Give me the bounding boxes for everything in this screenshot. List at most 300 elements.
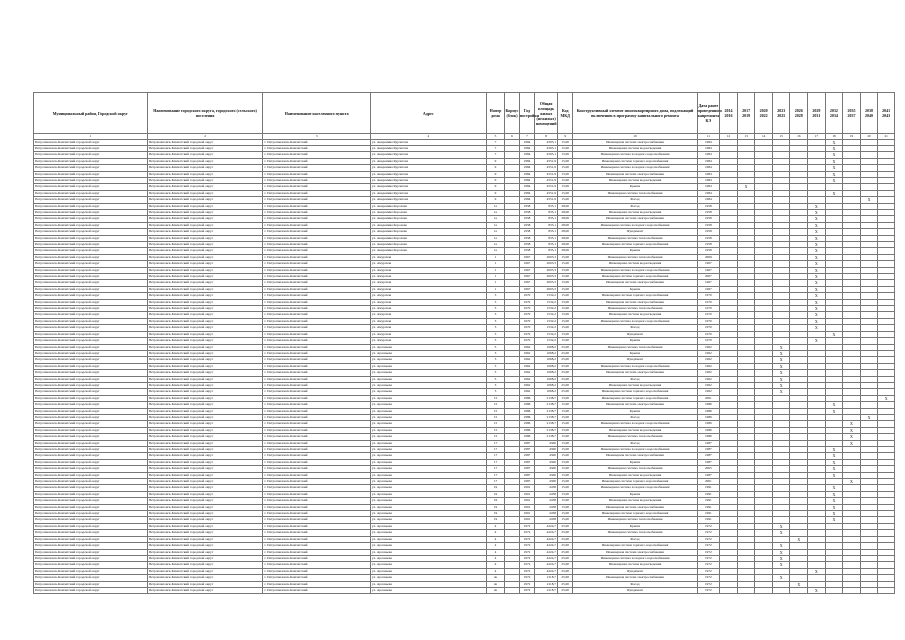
build-year-cell: 1962 bbox=[519, 382, 535, 388]
district-cell: Петропавловск-Камчатский городской округ bbox=[34, 139, 148, 145]
area-cell: 1532,2 bbox=[535, 318, 558, 324]
mkd-code-cell: 15,00 bbox=[557, 312, 573, 318]
mkd-code-cell: 15,00 bbox=[557, 331, 573, 337]
address-cell: ул. Арсеньева bbox=[370, 536, 486, 542]
house-number-cell: 19 bbox=[486, 504, 505, 510]
structural-element-cell: Фундамент bbox=[573, 229, 697, 235]
last-repair-date-cell: 1991 bbox=[697, 491, 720, 497]
house-number-cell: 9 bbox=[486, 158, 505, 164]
period-mark: X bbox=[825, 158, 843, 164]
mkd-code-cell: 15,00 bbox=[557, 511, 573, 517]
structural-element-cell: Фасад bbox=[573, 414, 697, 420]
address-cell: ул. Академика Королева bbox=[370, 235, 486, 241]
district-cell: Петропавловск-Камчатский городской округ bbox=[34, 491, 148, 497]
locality-cell: г. Петропавловск-Камчатский bbox=[263, 267, 370, 273]
address-cell: ул. Арсеньева bbox=[370, 549, 486, 555]
build-year-cell: 1984 bbox=[519, 171, 535, 177]
district-cell: Петропавловск-Камчатский городской округ bbox=[34, 555, 148, 561]
settlement-cell: Петропавловск-Камчатский городской округ bbox=[147, 491, 263, 497]
structural-element-cell: Крыша bbox=[573, 491, 697, 497]
build-year-cell: 1958 bbox=[519, 222, 535, 228]
settlement-cell: Петропавловск-Камчатский городской округ bbox=[147, 395, 263, 401]
locality-cell: г. Петропавловск-Камчатский bbox=[263, 152, 370, 158]
house-number-cell: 4а bbox=[486, 575, 505, 581]
build-year-cell: 1991 bbox=[519, 517, 535, 523]
build-year-cell: 1972 bbox=[519, 581, 535, 587]
address-cell: ул. Академика Королева bbox=[370, 248, 486, 254]
address-cell: ул. Академика Курчатова bbox=[370, 190, 486, 196]
last-repair-date-cell: 1972 bbox=[697, 549, 720, 555]
period-mark: X bbox=[772, 555, 790, 561]
locality-cell: г. Петропавловск-Камчатский bbox=[263, 587, 370, 593]
settlement-cell: Петропавловск-Камчатский городской округ bbox=[147, 242, 263, 248]
period-mark: X bbox=[825, 402, 843, 408]
structural-element-cell: Инженерная система горячего водоснабжения bbox=[573, 511, 697, 517]
address-cell: ул. Арсеньева bbox=[370, 581, 486, 587]
district-cell: Петропавловск-Камчатский городской округ bbox=[34, 562, 148, 568]
mkd-code-cell: 15,00 bbox=[557, 177, 573, 183]
column-number: 15 bbox=[772, 134, 790, 140]
area-cell: 4551,9 bbox=[535, 197, 558, 203]
build-year-cell: 1967 bbox=[519, 286, 535, 292]
area-cell: 4551,9 bbox=[535, 158, 558, 164]
settlement-cell: Петропавловск-Камчатский городской округ bbox=[147, 402, 263, 408]
address-cell: ул. Арсеньева bbox=[370, 530, 486, 536]
settlement-cell: Петропавловск-Камчатский городской округ bbox=[147, 338, 263, 344]
last-repair-date-cell: 1962 bbox=[697, 350, 720, 356]
column-number: 8 bbox=[535, 134, 558, 140]
mkd-code-cell: 15,00 bbox=[557, 274, 573, 280]
period-mark: X bbox=[808, 216, 826, 222]
house-number-cell: 4 bbox=[486, 555, 505, 561]
district-cell: Петропавловск-Камчатский городской округ bbox=[34, 466, 148, 472]
district-cell: Петропавловск-Камчатский городской округ bbox=[34, 229, 148, 235]
column-number: 10 bbox=[573, 134, 697, 140]
locality-cell: г. Петропавловск-Камчатский bbox=[263, 421, 370, 427]
build-year-cell: 1972 bbox=[519, 530, 535, 536]
mkd-code-cell: 25,00 bbox=[557, 536, 573, 542]
column-number: 19 bbox=[843, 134, 861, 140]
address-cell: ул. Амурская bbox=[370, 325, 486, 331]
last-repair-date-cell: 1970 bbox=[697, 312, 720, 318]
last-repair-date-cell: 1962 bbox=[697, 382, 720, 388]
column-header: 2014 2016 bbox=[720, 93, 738, 134]
period-cell bbox=[843, 587, 861, 593]
locality-cell: г. Петропавловск-Камчатский bbox=[263, 479, 370, 485]
address-cell: ул. Арсеньева bbox=[370, 357, 486, 363]
period-mark: X bbox=[808, 248, 826, 254]
period-mark: X bbox=[825, 453, 843, 459]
settlement-cell: Петропавловск-Камчатский городской округ bbox=[147, 466, 263, 472]
locality-cell: г. Петропавловск-Камчатский bbox=[263, 485, 370, 491]
mkd-code-cell: 28,00 bbox=[557, 248, 573, 254]
structural-element-cell: Инженерная система водоотведения bbox=[573, 177, 697, 183]
settlement-cell: Петропавловск-Камчатский городской округ bbox=[147, 293, 263, 299]
structural-element-cell: Крыша bbox=[573, 248, 697, 254]
address-cell: ул. Арсеньева bbox=[370, 491, 486, 497]
district-cell: Петропавловск-Камчатский городской округ bbox=[34, 447, 148, 453]
mkd-code-cell: 15,00 bbox=[557, 261, 573, 267]
area-cell: 4300 bbox=[535, 447, 558, 453]
mkd-code-cell: 15,00 bbox=[557, 498, 573, 504]
mkd-code-cell: 15,00 bbox=[557, 408, 573, 414]
structural-element-cell: Инженерная система водоотведения bbox=[573, 498, 697, 504]
house-number-cell: 9 bbox=[486, 177, 505, 183]
address-cell: ул. Арсеньева bbox=[370, 389, 486, 395]
structural-element-cell: Фасад bbox=[573, 203, 697, 209]
district-cell: Петропавловск-Камчатский городской округ bbox=[34, 581, 148, 587]
mkd-code-cell: 25,00 bbox=[557, 350, 573, 356]
mkd-code-cell: 15,00 bbox=[557, 325, 573, 331]
address-cell: ул. Арсеньева bbox=[370, 466, 486, 472]
settlement-cell: Петропавловск-Камчатский городской округ bbox=[147, 389, 263, 395]
mkd-code-cell: 15,00 bbox=[557, 472, 573, 478]
period-mark: X bbox=[808, 293, 826, 299]
house-number-cell: 3 bbox=[486, 389, 505, 395]
period-mark: X bbox=[825, 504, 843, 510]
build-year-cell: 1991 bbox=[519, 485, 535, 491]
period-mark: X bbox=[808, 312, 826, 318]
settlement-cell: Петропавловск-Камчатский городской округ bbox=[147, 286, 263, 292]
address-cell: ул. Амурская bbox=[370, 261, 486, 267]
mkd-code-cell: 25,00 bbox=[557, 370, 573, 376]
district-cell: Петропавловск-Камчатский городской округ bbox=[34, 318, 148, 324]
structural-element-cell: Инженерная система электроснабжения bbox=[573, 216, 697, 222]
last-repair-date-cell: 2001 bbox=[697, 479, 720, 485]
build-year-cell: 1967 bbox=[519, 274, 535, 280]
district-cell: Петропавловск-Камчатский городской округ bbox=[34, 248, 148, 254]
locality-cell: г. Петропавловск-Камчатский bbox=[263, 382, 370, 388]
locality-cell: г. Петропавловск-Камчатский bbox=[263, 575, 370, 581]
address-cell: ул. Арсеньева bbox=[370, 408, 486, 414]
mkd-code-cell: 15,00 bbox=[557, 280, 573, 286]
column-header: 2029 2031 bbox=[808, 93, 826, 134]
mkd-code-cell: 25,00 bbox=[557, 382, 573, 388]
build-year-cell: 1972 bbox=[519, 536, 535, 542]
locality-cell: г. Петропавловск-Камчатский bbox=[263, 235, 370, 241]
locality-cell: г. Петропавловск-Камчатский bbox=[263, 318, 370, 324]
structural-element-cell: Фундамент bbox=[573, 331, 697, 337]
mkd-code-cell: 28,00 bbox=[557, 216, 573, 222]
structural-element-cell: Инженерная система горячего водоснабжения bbox=[573, 389, 697, 395]
area-cell: 4224,7 bbox=[535, 562, 558, 568]
last-repair-date-cell: 1972 bbox=[697, 575, 720, 581]
house-number-cell: 9 bbox=[486, 197, 505, 203]
district-cell: Петропавловск-Камчатский городской округ bbox=[34, 312, 148, 318]
address-cell: ул. Амурская bbox=[370, 306, 486, 312]
area-cell: 4224,7 bbox=[535, 536, 558, 542]
settlement-cell: Петропавловск-Камчатский городской округ bbox=[147, 229, 263, 235]
settlement-cell: Петропавловск-Камчатский городской округ bbox=[147, 171, 263, 177]
address-cell: ул. Арсеньева bbox=[370, 344, 486, 350]
locality-cell: г. Петропавловск-Камчатский bbox=[263, 395, 370, 401]
period-mark: X bbox=[825, 511, 843, 517]
period-mark: X bbox=[808, 267, 826, 273]
district-cell: Петропавловск-Камчатский городской округ bbox=[34, 235, 148, 241]
column-number: 13 bbox=[737, 134, 755, 140]
address-cell: ул. Академика Курчатова bbox=[370, 171, 486, 177]
locality-cell: г. Петропавловск-Камчатский bbox=[263, 139, 370, 145]
structural-element-cell: Инженерная система теплоснабжения bbox=[573, 434, 697, 440]
period-mark: X bbox=[808, 299, 826, 305]
address-cell: ул. Академика Королева bbox=[370, 222, 486, 228]
mkd-code-cell: 25,00 bbox=[557, 363, 573, 369]
house-number-cell: 17 bbox=[486, 479, 505, 485]
address-cell: ул. Амурская bbox=[370, 338, 486, 344]
house-number-cell: 1а bbox=[486, 209, 505, 215]
address-cell: ул. Амурская bbox=[370, 299, 486, 305]
district-cell: Петропавловск-Камчатский городской округ bbox=[34, 459, 148, 465]
build-year-cell: 1970 bbox=[519, 306, 535, 312]
structural-element-cell: Инженерная система холодного водоснабжения bbox=[573, 165, 697, 171]
settlement-cell: Петропавловск-Камчатский городской округ bbox=[147, 530, 263, 536]
column-number: 20 bbox=[860, 134, 878, 140]
column-header: Номер дома bbox=[486, 93, 505, 134]
settlement-cell: Петропавловск-Камчатский городской округ bbox=[147, 197, 263, 203]
build-year-cell: 1991 bbox=[519, 498, 535, 504]
settlement-cell: Петропавловск-Камчатский городской округ bbox=[147, 363, 263, 369]
house-number-cell: 19 bbox=[486, 485, 505, 491]
last-repair-date-cell: 1958 bbox=[697, 203, 720, 209]
locality-cell: г. Петропавловск-Камчатский bbox=[263, 184, 370, 190]
period-mark: X bbox=[825, 152, 843, 158]
district-cell: Петропавловск-Камчатский городской округ bbox=[34, 165, 148, 171]
area-cell: 2138,7 bbox=[535, 421, 558, 427]
locality-cell: г. Петропавловск-Камчатский bbox=[263, 491, 370, 497]
mkd-code-cell: 25,00 bbox=[557, 389, 573, 395]
build-year-cell: 1986 bbox=[519, 414, 535, 420]
build-year-cell: 1958 bbox=[519, 242, 535, 248]
area-cell: 2003,3 bbox=[535, 274, 558, 280]
settlement-cell: Петропавловск-Камчатский городской округ bbox=[147, 523, 263, 529]
structural-element-cell: Инженерная система электроснабжения bbox=[573, 402, 697, 408]
build-year-cell: 1987 bbox=[519, 440, 535, 446]
last-repair-date-cell: 2005 bbox=[697, 466, 720, 472]
build-year-cell: 1970 bbox=[519, 318, 535, 324]
settlement-cell: Петропавловск-Камчатский городской округ bbox=[147, 421, 263, 427]
area-cell: 1532,2 bbox=[535, 331, 558, 337]
district-cell: Петропавловск-Камчатский городской округ bbox=[34, 184, 148, 190]
last-repair-date-cell: 1962 bbox=[697, 389, 720, 395]
mkd-code-cell: 15,00 bbox=[557, 158, 573, 164]
house-number-cell: 4 bbox=[486, 549, 505, 555]
last-repair-date-cell: 1972 bbox=[697, 562, 720, 568]
period-cell bbox=[825, 587, 843, 593]
column-header: Адрес bbox=[370, 93, 486, 134]
structural-element-cell: Инженерная система теплоснабжения bbox=[573, 466, 697, 472]
build-year-cell: 1991 bbox=[519, 511, 535, 517]
period-mark: X bbox=[808, 222, 826, 228]
build-year-cell: 1967 bbox=[519, 267, 535, 273]
last-repair-date-cell: 2009 bbox=[697, 254, 720, 260]
locality-cell: г. Петропавловск-Камчатский bbox=[263, 389, 370, 395]
house-number-cell: 1а bbox=[486, 203, 505, 209]
house-number-cell: 1 bbox=[486, 254, 505, 260]
structural-element-cell: Фасад bbox=[573, 376, 697, 382]
settlement-cell: Петропавловск-Камчатский городской округ bbox=[147, 344, 263, 350]
period-cell bbox=[737, 587, 755, 593]
structural-element-cell: Фасад bbox=[573, 581, 697, 587]
settlement-cell: Петропавловск-Камчатский городской округ bbox=[147, 568, 263, 574]
period-mark: X bbox=[772, 543, 790, 549]
structural-element-cell: Крыша bbox=[573, 408, 697, 414]
period-mark: X bbox=[808, 318, 826, 324]
structural-element-cell: Инженерная система холодного водоснабжения bbox=[573, 421, 697, 427]
address-cell: ул. Арсеньева bbox=[370, 562, 486, 568]
structural-element-cell: Фундамент bbox=[573, 357, 697, 363]
period-mark: X bbox=[878, 395, 895, 401]
area-cell: 2118,7 bbox=[535, 587, 558, 593]
address-cell: ул. Арсеньева bbox=[370, 543, 486, 549]
address-cell: ул. Амурская bbox=[370, 280, 486, 286]
mkd-code-cell: 25,00 bbox=[557, 562, 573, 568]
column-header: 2026 2028 bbox=[790, 93, 808, 134]
district-cell: Петропавловск-Камчатский городской округ bbox=[34, 370, 148, 376]
settlement-cell: Петропавловск-Камчатский городской округ bbox=[147, 216, 263, 222]
locality-cell: г. Петропавловск-Камчатский bbox=[263, 459, 370, 465]
district-cell: Петропавловск-Камчатский городской округ bbox=[34, 338, 148, 344]
locality-cell: г. Петропавловск-Камчатский bbox=[263, 286, 370, 292]
address-cell: ул. Арсеньева bbox=[370, 427, 486, 433]
repair-schedule-table bbox=[33, 92, 895, 594]
settlement-cell: Петропавловск-Камчатский городской округ bbox=[147, 447, 263, 453]
district-cell: Петропавловск-Камчатский городской округ bbox=[34, 177, 148, 183]
structural-element-cell: Инженерная система холодного водоснабжения bbox=[573, 485, 697, 491]
address-cell: ул. Арсеньева bbox=[370, 459, 486, 465]
area-cell: 4300 bbox=[535, 466, 558, 472]
area-cell: 835,1 bbox=[535, 222, 558, 228]
last-repair-date-cell: 1970 bbox=[697, 293, 720, 299]
last-repair-date-cell: 1984 bbox=[697, 165, 720, 171]
district-cell: Петропавловск-Камчатский городской округ bbox=[34, 299, 148, 305]
area-cell: 4551,9 bbox=[535, 184, 558, 190]
district-cell: Петропавловск-Камчатский городской округ bbox=[34, 344, 148, 350]
last-repair-date-cell: 1987 bbox=[697, 447, 720, 453]
last-repair-date-cell: 1958 bbox=[697, 209, 720, 215]
locality-cell: г. Петропавловск-Камчатский bbox=[263, 549, 370, 555]
district-cell: Петропавловск-Камчатский городской округ bbox=[34, 479, 148, 485]
build-year-cell: 1984 bbox=[519, 139, 535, 145]
settlement-cell: Петропавловск-Камчатский городской округ bbox=[147, 575, 263, 581]
last-repair-date-cell: 1958 bbox=[697, 248, 720, 254]
structural-element-cell: Инженерная система холодного водоснабжения bbox=[573, 222, 697, 228]
build-year-cell: 1967 bbox=[519, 254, 535, 260]
locality-cell: г. Петропавловск-Камчатский bbox=[263, 254, 370, 260]
settlement-cell: Петропавловск-Камчатский городской округ bbox=[147, 152, 263, 158]
last-repair-date-cell: 1970 bbox=[697, 338, 720, 344]
district-cell: Петропавловск-Камчатский городской округ bbox=[34, 543, 148, 549]
settlement-cell: Петропавловск-Камчатский городской округ bbox=[147, 562, 263, 568]
mkd-code-cell: 25,00 bbox=[557, 568, 573, 574]
last-repair-date-cell: 1970 bbox=[697, 318, 720, 324]
district-cell: Петропавловск-Камчатский городской округ bbox=[34, 472, 148, 478]
locality-cell: г. Петропавловск-Камчатский bbox=[263, 504, 370, 510]
build-year-cell: 1986 bbox=[519, 421, 535, 427]
period-mark: X bbox=[825, 145, 843, 151]
area-cell: 2138,7 bbox=[535, 414, 558, 420]
build-year-cell: 1962 bbox=[519, 370, 535, 376]
structural-element-cell: Инженерная система водоотведения bbox=[573, 472, 697, 478]
address-cell: ул. Арсеньева bbox=[370, 517, 486, 523]
area-cell: 4551,9 bbox=[535, 190, 558, 196]
build-year-cell: 1987 bbox=[519, 472, 535, 478]
address-cell: ул. Арсеньева bbox=[370, 434, 486, 440]
table-header-row bbox=[34, 93, 895, 134]
structural-element-cell: Инженерная система теплоснабжения bbox=[573, 254, 697, 260]
district-cell: Петропавловск-Камчатский городской округ bbox=[34, 568, 148, 574]
area-cell: 1068,2 bbox=[535, 357, 558, 363]
period-mark: X bbox=[825, 331, 843, 337]
period-mark: X bbox=[825, 517, 843, 523]
period-mark: X bbox=[808, 209, 826, 215]
district-cell: Петропавловск-Камчатский городской округ bbox=[34, 498, 148, 504]
address-cell: ул. Арсеньева bbox=[370, 421, 486, 427]
column-header: 2023 2025 bbox=[772, 93, 790, 134]
address-cell: ул. Амурская bbox=[370, 312, 486, 318]
address-cell: ул. Академика Курчатова bbox=[370, 165, 486, 171]
settlement-cell: Петропавловск-Камчатский городской округ bbox=[147, 139, 263, 145]
last-repair-date-cell: 1984 bbox=[697, 177, 720, 183]
settlement-cell: Петропавловск-Камчатский городской округ bbox=[147, 177, 263, 183]
locality-cell: г. Петропавловск-Камчатский bbox=[263, 543, 370, 549]
build-year-cell: 1986 bbox=[519, 402, 535, 408]
period-cell bbox=[772, 587, 790, 593]
house-number-cell: 7 bbox=[486, 145, 505, 151]
mkd-code-cell: 15,00 bbox=[557, 485, 573, 491]
capital-repair-program-sheet bbox=[33, 92, 895, 594]
locality-cell: г. Петропавловск-Камчатский bbox=[263, 209, 370, 215]
settlement-cell: Петропавловск-Камчатский городской округ bbox=[147, 382, 263, 388]
address-cell: ул. Арсеньева bbox=[370, 402, 486, 408]
address-cell: ул. Арсеньева bbox=[370, 587, 486, 593]
address-cell: ул. Арсеньева bbox=[370, 395, 486, 401]
house-number-cell: 19 bbox=[486, 498, 505, 504]
build-year-cell: 1962 bbox=[519, 344, 535, 350]
address-cell: ул. Амурская bbox=[370, 286, 486, 292]
district-cell: Петропавловск-Камчатский городской округ bbox=[34, 222, 148, 228]
structural-element-cell: Инженерная система горячего водоснабжения bbox=[573, 479, 697, 485]
locality-cell: г. Петропавловск-Камчатский bbox=[263, 248, 370, 254]
mkd-code-cell: 25,00 bbox=[557, 549, 573, 555]
last-repair-date-cell: 1984 bbox=[697, 171, 720, 177]
address-cell: ул. Арсеньева bbox=[370, 485, 486, 491]
structural-element-cell: Инженерная система электроснабжения bbox=[573, 575, 697, 581]
settlement-cell: Петропавловск-Камчатский городской округ bbox=[147, 184, 263, 190]
build-year-cell: 1984 bbox=[519, 145, 535, 151]
structural-element-cell: Инженерная система водоотведения bbox=[573, 209, 697, 215]
house-number-cell: 3 bbox=[486, 350, 505, 356]
period-mark: X bbox=[808, 325, 826, 331]
structural-element-cell: Инженерная система холодного водоснабжения bbox=[573, 318, 697, 324]
structural-element-cell: Фасад bbox=[573, 536, 697, 542]
period-mark: X bbox=[808, 235, 826, 241]
settlement-cell: Петропавловск-Камчатский городской округ bbox=[147, 261, 263, 267]
period-mark: X bbox=[825, 447, 843, 453]
area-cell: 4300 bbox=[535, 453, 558, 459]
area-cell: 835,1 bbox=[535, 216, 558, 222]
last-repair-date-cell: 1987 bbox=[697, 453, 720, 459]
structural-element-cell: Фундамент bbox=[573, 587, 697, 593]
structural-element-cell: Инженерная система электроснабжения bbox=[573, 370, 697, 376]
area-cell: 4224,7 bbox=[535, 543, 558, 549]
last-repair-date-cell: 1986 bbox=[697, 408, 720, 414]
period-cell bbox=[860, 587, 878, 593]
last-repair-date-cell: 1984 bbox=[697, 152, 720, 158]
settlement-cell: Петропавловск-Камчатский городской округ bbox=[147, 331, 263, 337]
mkd-code-cell: 25,00 bbox=[557, 523, 573, 529]
address-cell: ул. Академика Королева bbox=[370, 209, 486, 215]
mkd-code-cell: 15,00 bbox=[557, 197, 573, 203]
